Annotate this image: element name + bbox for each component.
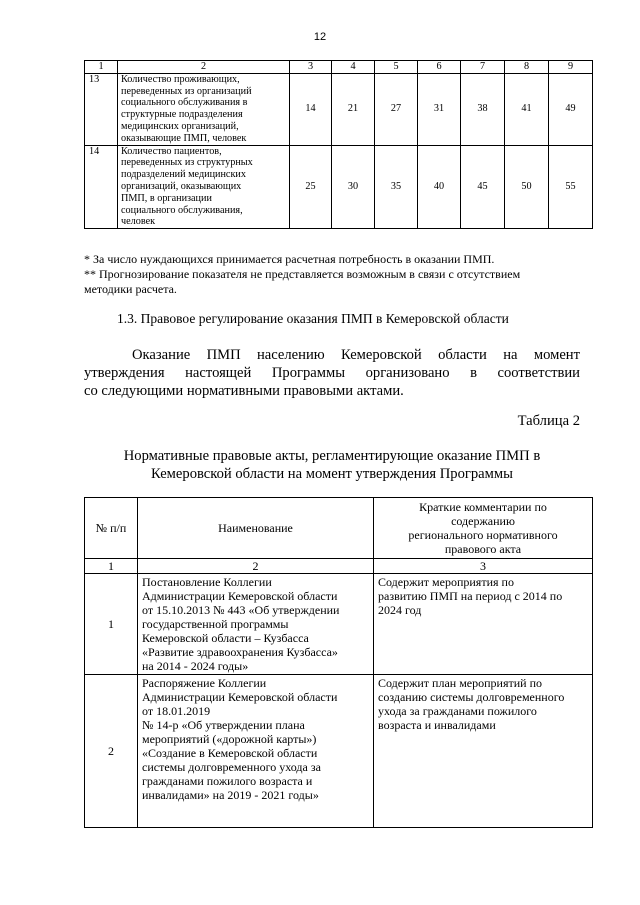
header-cell: Наименование (138, 498, 374, 559)
text-line: государственной программы (142, 617, 289, 631)
header-cell: 6 (418, 61, 461, 74)
text-line: Постановление Коллегии (142, 575, 272, 589)
text-line: № 14-р «Об утверждении плана (142, 718, 305, 732)
value-cell: 41 (505, 73, 549, 145)
act-comment (374, 675, 593, 828)
value-cell: 38 (461, 73, 505, 145)
text-line: переведенных из структурных (121, 157, 253, 169)
text-line: Количество проживающих, (121, 73, 240, 85)
footnote: методики расчета. (84, 282, 177, 296)
table-header-row (85, 498, 593, 559)
value-cell: 25 (290, 145, 332, 229)
column-number: 2 (138, 559, 374, 574)
row-number: 2 (85, 675, 138, 828)
text-line: организаций, оказывающих (121, 180, 242, 192)
row-index: 13 (85, 73, 118, 145)
value-cell: 21 (332, 73, 375, 145)
text-line: содержанию (451, 514, 515, 528)
row-index: 14 (85, 145, 118, 229)
header-cell: 3 (290, 61, 332, 74)
body-paragraph (84, 346, 580, 400)
table-header-row (85, 61, 593, 74)
text-line: инвалидами» на 2019 - 2021 годы» (142, 788, 319, 802)
row-number: 1 (85, 574, 138, 675)
indicator-name (118, 145, 290, 229)
value-cell: 30 (332, 145, 375, 229)
header-cell: 8 (505, 61, 549, 74)
text-line: медицинских организаций, (121, 120, 239, 132)
text-line: возраста и инвалидами (378, 718, 496, 732)
text-line: структурные подразделения (121, 109, 243, 121)
header-cell: 5 (375, 61, 418, 74)
text-line: развитию ПМП на период с 2014 по (378, 589, 563, 603)
header-cell: № п/п (85, 498, 138, 559)
footnote: * За число нуждающихся принимается расчетная потребность в оказании ПМП. (84, 252, 495, 266)
act-comment (374, 574, 593, 675)
footnote: ** Прогнозирование показателя не представляется возможным в связи с отсутствием (84, 267, 521, 281)
text-line: «Развитие здравоохранения Кузбасса» (142, 645, 338, 659)
text-line: Распоряжение Коллегии (142, 676, 267, 690)
text-line: созданию системы долговременного (378, 690, 565, 704)
value-cell: 35 (375, 145, 418, 229)
value-cell: 49 (549, 73, 593, 145)
indicator-name (118, 73, 290, 145)
table-label: Таблица 2 (517, 413, 580, 429)
table-row (85, 145, 593, 229)
text-line: Количество пациентов, (121, 145, 222, 157)
paragraph-line: со следующими нормативными правовыми актами. (84, 383, 404, 399)
legal-acts-table (84, 497, 593, 828)
text-line: подразделений медицинских (121, 169, 246, 181)
text-line: Содержит мероприятия по (378, 575, 514, 589)
table-row (85, 675, 593, 828)
value-cell: 55 (549, 145, 593, 229)
text-line: оказывающие ПМП, человек (121, 132, 247, 144)
text-line: «Создание в Кемеровской области (142, 746, 318, 760)
value-cell: 40 (418, 145, 461, 229)
indicators-table (84, 60, 593, 229)
text-line: на 2014 - 2024 годы» (142, 659, 249, 673)
paragraph-line: утверждения настоящей Программы организовано в соответствии (84, 365, 580, 381)
text-line: Кемеровской области – Кузбасса (142, 631, 309, 645)
text-line: мероприятий («дорожной карты») (142, 732, 317, 746)
paragraph-line: Оказание ПМП населению Кемеровской области на момент (132, 347, 580, 363)
text-line: Администрации Кемеровской области (142, 690, 338, 704)
text-line: социального обслуживания, (121, 204, 243, 216)
header-cell: 1 (85, 61, 118, 74)
header-cell: 4 (332, 61, 375, 74)
text-line: переведенных из организаций (121, 85, 252, 97)
column-number: 1 (85, 559, 138, 574)
value-cell: 45 (461, 145, 505, 229)
text-line: системы долговременного ухода за (142, 760, 321, 774)
header-cell: 7 (461, 61, 505, 74)
text-line: Краткие комментарии по (419, 500, 547, 514)
text-line: социального обслуживания в (121, 97, 248, 109)
header-cell (374, 498, 593, 559)
text-line: от 15.10.2013 № 443 «Об утверждении (142, 603, 340, 617)
text-line: регионального нормативного (408, 528, 558, 542)
column-numbers-row (85, 559, 593, 574)
text-line: ухода за гражданами пожилого (378, 704, 537, 718)
table-row (85, 73, 593, 145)
text-line: человек (121, 216, 156, 228)
page-number: 12 (313, 31, 327, 43)
text-line: правового акта (444, 542, 522, 556)
value-cell: 27 (375, 73, 418, 145)
column-number: 3 (374, 559, 593, 574)
value-cell: 31 (418, 73, 461, 145)
text-line: гражданами пожилого возраста и (142, 774, 313, 788)
text-line: ПМП, в организации (121, 192, 212, 204)
table-row (85, 574, 593, 675)
section-heading: 1.3. Правовое регулирование оказания ПМП в Кемеровской области (117, 311, 509, 326)
text-line: 2024 год (378, 603, 422, 617)
caption-line: Кемеровской области на момент утверждения Программы (151, 466, 513, 482)
table-caption (84, 447, 580, 483)
header-cell: 9 (549, 61, 593, 74)
text-line: Администрации Кемеровской области (142, 589, 338, 603)
text-line: от 18.01.2019 (142, 704, 211, 718)
footnotes (84, 252, 604, 297)
value-cell: 50 (505, 145, 549, 229)
act-name (138, 574, 374, 675)
caption-line: Нормативные правовые акты, регламентирующие оказание ПМП в (123, 448, 541, 464)
header-cell: 2 (118, 61, 290, 74)
act-name (138, 675, 374, 828)
text-line: Содержит план мероприятий по (378, 676, 542, 690)
value-cell: 14 (290, 73, 332, 145)
